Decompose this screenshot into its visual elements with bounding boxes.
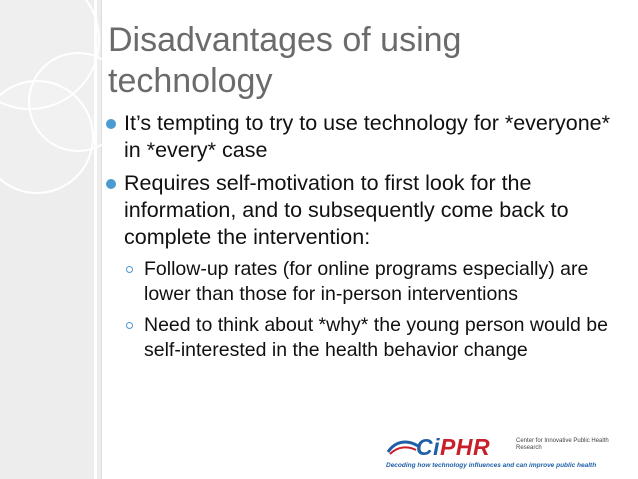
logo-swoosh-icon	[386, 438, 420, 456]
bullet-item	[104, 170, 624, 251]
bullet-dot-icon	[106, 119, 116, 129]
slide-body	[104, 110, 624, 367]
bullet-item	[104, 110, 624, 164]
slide-title: Disadvantages of using technology	[108, 21, 462, 100]
sub-bullet-item	[104, 313, 624, 363]
sub-bullet-item	[104, 257, 624, 307]
left-decorative-band	[0, 0, 102, 479]
sub-bullet-ring-icon	[126, 266, 133, 273]
logo-subtitle: Center for Innovative Public Health Research	[516, 438, 609, 451]
sub-bullet-text: Follow-up rates (for online programs especially) are lower than those for in-person interventions	[144, 258, 589, 305]
bullet-text: Requires self-motivation to first look for the information, and to subsequently come back to complete the intervention:	[124, 171, 569, 249]
logo-wordmark	[416, 434, 490, 460]
logo-wordmark-part: PHR	[440, 434, 491, 460]
sub-bullet-text: Need to think about *why* the young person would be self-interested in the health behavior change	[144, 314, 608, 361]
logo-wordmark-part: Ci	[416, 434, 440, 460]
sub-bullet-ring-icon	[126, 322, 133, 329]
bullet-dot-icon	[106, 179, 116, 189]
bullet-text: It’s tempting to try to use technology for *everyone* in *every* case	[124, 111, 611, 162]
decorative-vertical-line	[94, 0, 97, 479]
logo-tagline: Decoding how technology influences and can improve public health	[386, 462, 597, 469]
ciphr-logo	[386, 434, 632, 476]
